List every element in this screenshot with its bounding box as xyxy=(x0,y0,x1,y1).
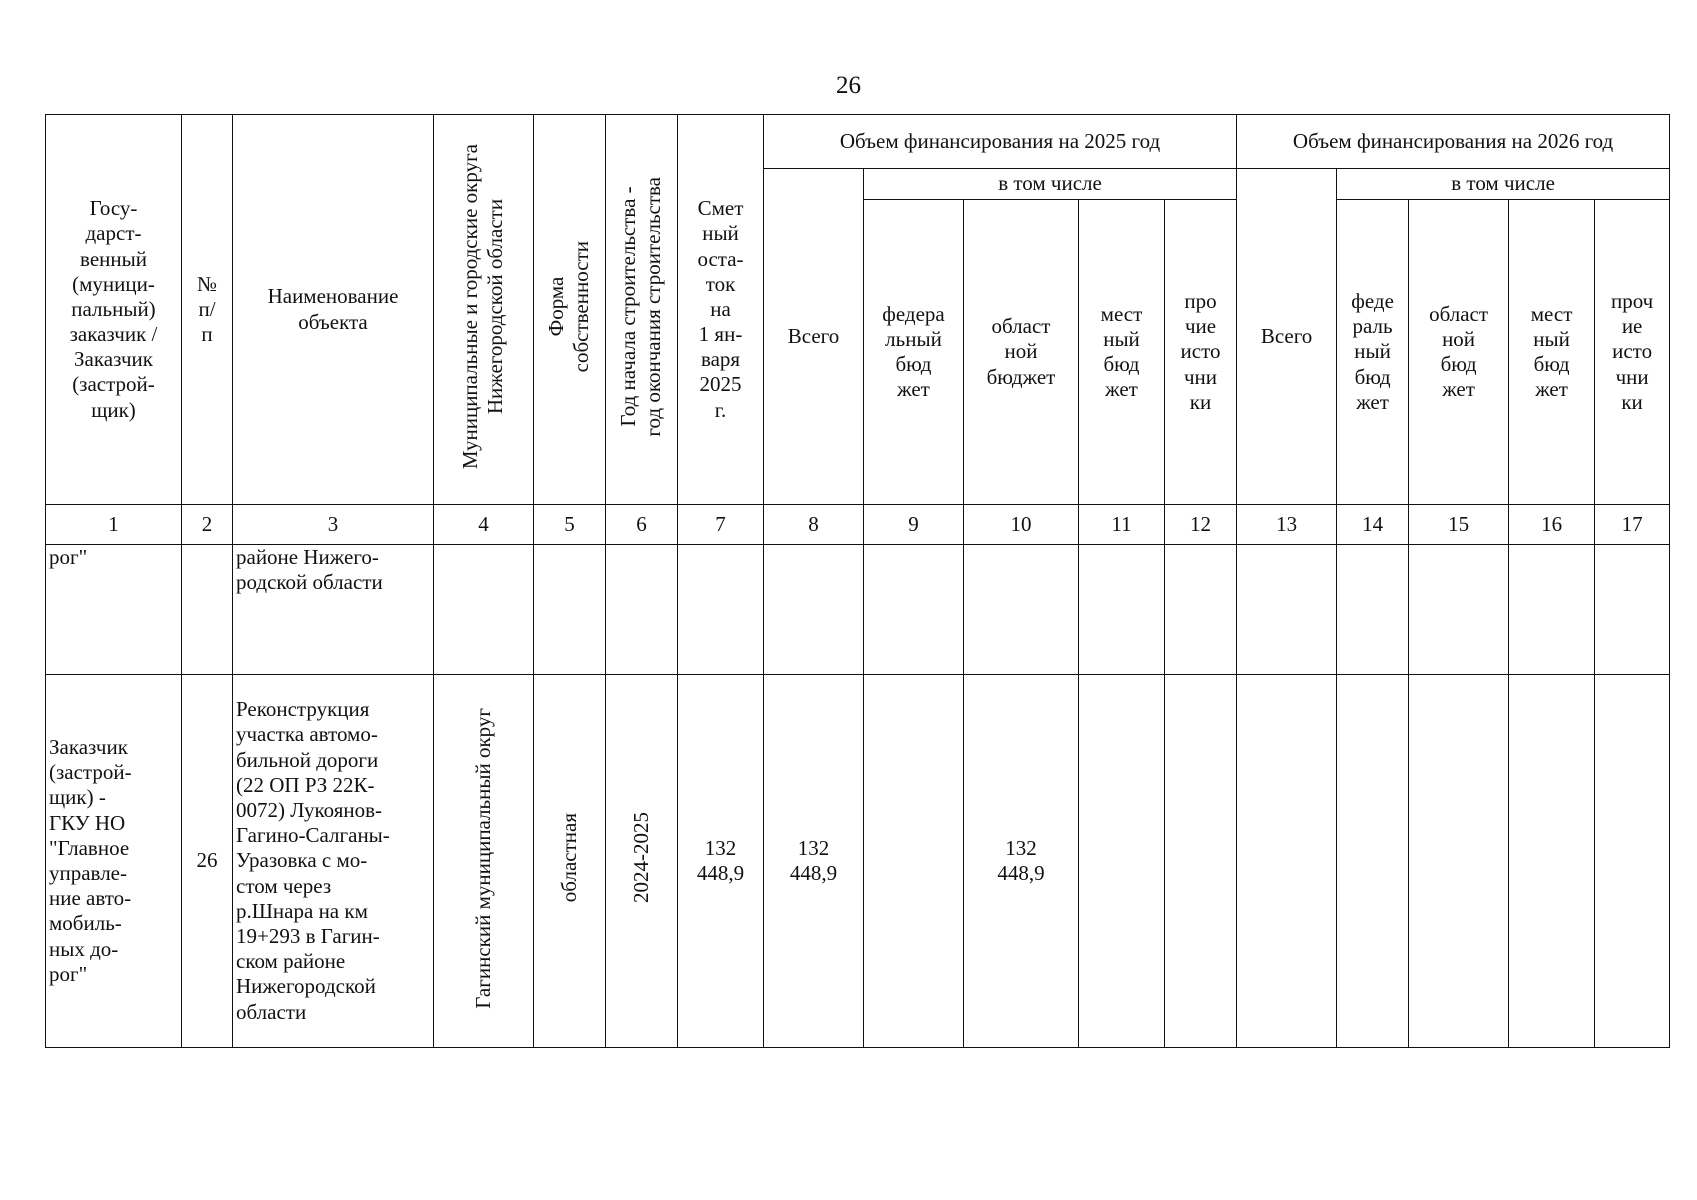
column-number: 8 xyxy=(764,505,864,545)
header-ownership: Форма собственности xyxy=(534,115,606,505)
column-number: 12 xyxy=(1165,505,1237,545)
row-total-2025: 132 448,9 xyxy=(764,675,864,1048)
empty-cell xyxy=(1409,545,1509,675)
column-number: 5 xyxy=(534,505,606,545)
header-customer: Госу- дарст- венный (муници- пальный) заказчик / Заказчик (застрой- щик) xyxy=(46,115,182,505)
header-financing-2026: Объем финансирования на 2026 год xyxy=(1237,115,1670,169)
continuation-customer: рог" xyxy=(46,545,182,675)
header-total-2025: Всего xyxy=(764,169,864,505)
row-local-2025 xyxy=(1079,675,1165,1048)
header-regional-2025: област ной бюджет xyxy=(964,200,1079,505)
empty-cell xyxy=(678,545,764,675)
column-number: 17 xyxy=(1595,505,1670,545)
empty-cell xyxy=(1165,545,1237,675)
header-including-2026: в том числе xyxy=(1337,169,1670,200)
row-customer: Заказчик (застрой- щик) - ГКУ НО "Главное управле- ние авто- мобиль- ных до- рог" xyxy=(46,675,182,1048)
column-number: 10 xyxy=(964,505,1079,545)
header-local-2025: мест ный бюд жет xyxy=(1079,200,1165,505)
row-number: 26 xyxy=(182,675,233,1048)
header-including-2025: в том числе xyxy=(864,169,1237,200)
column-number: 1 xyxy=(46,505,182,545)
row-other-2025 xyxy=(1165,675,1237,1048)
row-total-2026 xyxy=(1237,675,1337,1048)
row-local-2026 xyxy=(1509,675,1595,1048)
column-number: 6 xyxy=(606,505,678,545)
header-local-2026: мест ный бюд жет xyxy=(1509,200,1595,505)
empty-cell xyxy=(964,545,1079,675)
column-number: 16 xyxy=(1509,505,1595,545)
header-years: Год начала строительства - год окончания строительства xyxy=(606,115,678,505)
column-number: 15 xyxy=(1409,505,1509,545)
header-total-2026: Всего xyxy=(1237,169,1337,505)
header-federal-2026: феде раль ный бюд жет xyxy=(1337,200,1409,505)
empty-cell xyxy=(534,545,606,675)
header-object-name: Наименование объекта xyxy=(233,115,434,505)
empty-cell xyxy=(434,545,534,675)
page-number: 26 xyxy=(836,72,861,99)
row-remainder: 132 448,9 xyxy=(678,675,764,1048)
header-federal-2025: федера льный бюд жет xyxy=(864,200,964,505)
row-federal-2026 xyxy=(1337,675,1409,1048)
column-number-row xyxy=(46,505,1670,545)
row-ownership: областная xyxy=(534,675,606,1048)
empty-cell xyxy=(1237,545,1337,675)
column-number: 7 xyxy=(678,505,764,545)
empty-cell xyxy=(182,545,233,675)
header-regional-2026: област ной бюд жет xyxy=(1409,200,1509,505)
empty-cell xyxy=(764,545,864,675)
empty-cell xyxy=(1337,545,1409,675)
column-number: 13 xyxy=(1237,505,1337,545)
column-number: 2 xyxy=(182,505,233,545)
continuation-row xyxy=(46,545,1670,675)
empty-cell xyxy=(1595,545,1670,675)
row-regional-2025: 132 448,9 xyxy=(964,675,1079,1048)
header-municipality: Муниципальные и городские округа Нижегородской области xyxy=(434,115,534,505)
table-row xyxy=(46,675,1670,1048)
header-number: № п/ п xyxy=(182,115,233,505)
header-row-1 xyxy=(46,115,1670,169)
empty-cell xyxy=(1509,545,1595,675)
empty-cell xyxy=(1079,545,1165,675)
financing-table xyxy=(45,114,1670,1048)
row-regional-2026 xyxy=(1409,675,1509,1048)
column-number: 14 xyxy=(1337,505,1409,545)
header-other-2025: про чие исто чни ки xyxy=(1165,200,1237,505)
column-number: 9 xyxy=(864,505,964,545)
header-other-2026: проч ие исто чни ки xyxy=(1595,200,1670,505)
row-years: 2024-2025 xyxy=(606,675,678,1048)
empty-cell xyxy=(606,545,678,675)
column-number: 3 xyxy=(233,505,434,545)
row-object-name: Реконструкция участка автомо- бильной дороги (22 ОП РЗ 22К- 0072) Лукоянов- Гагино-Салганы- Уразовка с мо- стом через р.Шнара на км 19+293 в Гагин- ском районе Нижегородской области xyxy=(233,675,434,1048)
header-financing-2025: Объем финансирования на 2025 год xyxy=(764,115,1237,169)
empty-cell xyxy=(864,545,964,675)
column-number: 4 xyxy=(434,505,534,545)
column-number: 11 xyxy=(1079,505,1165,545)
row-federal-2025 xyxy=(864,675,964,1048)
header-remainder: Смет ный оста- ток на 1 ян- варя 2025 г. xyxy=(678,115,764,505)
row-other-2026 xyxy=(1595,675,1670,1048)
continuation-object-name: районе Нижего- родской области xyxy=(233,545,434,675)
row-municipality: Гагинский муниципальный округ xyxy=(434,675,534,1048)
